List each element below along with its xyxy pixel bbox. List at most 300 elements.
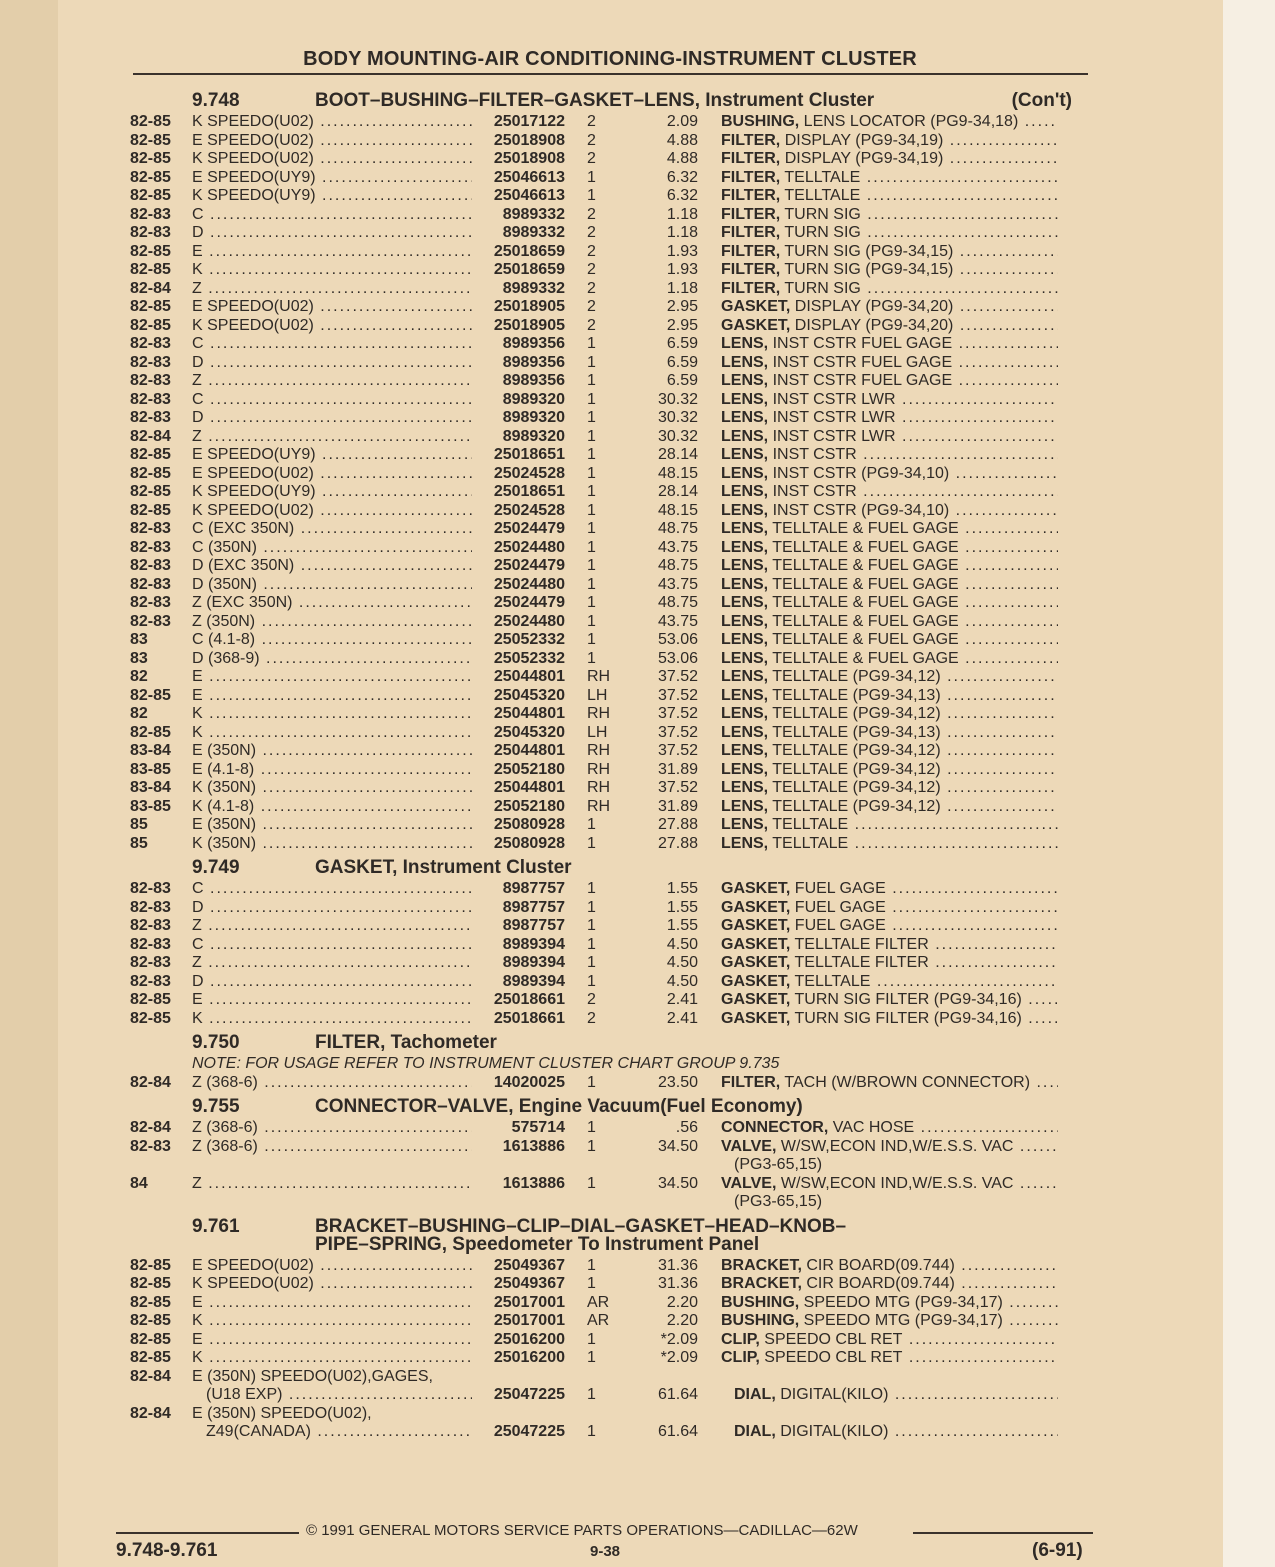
section-heading bbox=[130, 1215, 1090, 1239]
part-description bbox=[698, 954, 1058, 973]
part-number: 25052180 bbox=[493, 760, 565, 778]
quantity: RH bbox=[587, 760, 611, 778]
model-year: 82-84 bbox=[130, 1367, 171, 1385]
part-description bbox=[698, 1257, 1058, 1276]
part-description bbox=[698, 631, 1058, 650]
part-number bbox=[472, 1156, 565, 1175]
list-price: 27.88 bbox=[657, 816, 698, 833]
model-year: 82-83 bbox=[130, 372, 171, 389]
model-year: 82-83 bbox=[130, 538, 171, 556]
part-number: 8989356 bbox=[502, 353, 565, 371]
part-description bbox=[698, 298, 1058, 317]
part-row bbox=[130, 502, 1090, 521]
part-row bbox=[130, 1119, 1090, 1138]
model-year: 82-85 bbox=[130, 316, 171, 334]
section-note: NOTE: FOR USAGE REFER TO INSTRUMENT CLUSTER CHART GROUP 9.735 bbox=[192, 1055, 780, 1072]
part-row bbox=[130, 391, 1090, 410]
quantity: 1 bbox=[587, 1349, 596, 1366]
part-description bbox=[698, 1386, 1058, 1405]
section-title: BOOT–BUSHING–FILTER–GASKET–LENS, Instrument Cluster bbox=[315, 90, 875, 111]
quantity: 1 bbox=[587, 1256, 596, 1274]
quantity: 2 bbox=[587, 205, 596, 223]
part-description bbox=[698, 261, 1058, 280]
quantity: 1 bbox=[587, 1137, 596, 1155]
part-row bbox=[130, 973, 1090, 992]
part-noun: CLIP, bbox=[721, 1330, 760, 1348]
part-row bbox=[130, 150, 1090, 169]
part-number: 25080928 bbox=[493, 816, 565, 833]
model-year: 83 bbox=[130, 631, 148, 648]
part-noun: BUSHING, bbox=[721, 1312, 800, 1329]
list-price: 34.50 bbox=[657, 1174, 698, 1192]
footer-page-number: 9-38 bbox=[590, 1543, 621, 1560]
part-number: 25044801 bbox=[493, 742, 565, 759]
list-price: 2.41 bbox=[666, 1009, 698, 1027]
part-noun: LENS, bbox=[721, 520, 769, 537]
list-price: 4.88 bbox=[666, 150, 698, 167]
part-row bbox=[130, 1423, 1090, 1442]
part-number: 8989356 bbox=[502, 335, 565, 352]
part-row bbox=[130, 224, 1090, 243]
part-number: 1613886 bbox=[502, 1137, 565, 1155]
part-noun: LENS, bbox=[721, 538, 769, 556]
part-noun: LENS, bbox=[721, 464, 769, 482]
part-description bbox=[698, 742, 1058, 761]
part-description-text: TELLTALE (PG9-34,12) bbox=[768, 760, 941, 778]
model-usage: E ..... bbox=[192, 687, 472, 706]
list-price: 37.52 bbox=[657, 779, 698, 796]
part-row bbox=[130, 1331, 1090, 1350]
part-description-text: TELLTALE FILTER bbox=[790, 954, 929, 971]
model-usage: D ..... bbox=[192, 224, 472, 243]
part-number: 25018659 bbox=[493, 242, 565, 260]
part-number: 25044801 bbox=[493, 779, 565, 796]
model-year: 82-83 bbox=[130, 520, 171, 537]
part-row bbox=[130, 724, 1090, 743]
part-noun: GASKET, bbox=[721, 1009, 791, 1027]
section-title: BRACKET–BUSHING–CLIP–DIAL–GASKET–HEAD–KNOB– bbox=[315, 1215, 847, 1237]
model-usage: K SPEEDO(U02) ..... bbox=[192, 317, 472, 336]
part-noun: LENS, bbox=[721, 575, 769, 593]
part-number: 8989320 bbox=[502, 409, 565, 426]
list-price: 30.32 bbox=[657, 390, 698, 408]
part-number: 25024479 bbox=[493, 557, 565, 574]
list-price: 4.50 bbox=[666, 972, 698, 990]
list-price: 48.15 bbox=[657, 501, 698, 519]
part-description-text: SPEEDO CBL RET bbox=[759, 1330, 903, 1348]
part-description-text: TURN SIG bbox=[780, 205, 861, 223]
part-number: 1613886 bbox=[502, 1174, 565, 1192]
part-row bbox=[130, 1349, 1090, 1368]
list-price: *2.09 bbox=[660, 1330, 698, 1348]
quantity: 1 bbox=[587, 372, 596, 389]
part-description bbox=[698, 409, 1058, 428]
part-row bbox=[130, 880, 1090, 899]
list-price: 1.55 bbox=[666, 880, 698, 897]
part-noun: LENS, bbox=[721, 353, 769, 371]
list-price: 28.14 bbox=[657, 446, 698, 463]
part-number: 25017001 bbox=[493, 1312, 565, 1329]
part-description bbox=[698, 1368, 1058, 1387]
model-year: 83-84 bbox=[130, 779, 171, 796]
part-description bbox=[698, 705, 1058, 724]
model-year: 82-85 bbox=[130, 298, 171, 315]
list-price bbox=[613, 1193, 698, 1212]
part-noun: GASKET, bbox=[721, 972, 791, 990]
part-description bbox=[698, 650, 1058, 669]
part-number: 25018661 bbox=[493, 1009, 565, 1027]
part-row bbox=[130, 354, 1090, 373]
part-row bbox=[130, 520, 1090, 539]
part-description-text: TELLTALE bbox=[768, 834, 849, 852]
part-description bbox=[698, 113, 1058, 132]
part-noun: LENS, bbox=[721, 723, 769, 741]
list-price: 34.50 bbox=[657, 1137, 698, 1155]
list-price: 43.75 bbox=[657, 575, 698, 593]
part-row bbox=[130, 1368, 1090, 1387]
quantity bbox=[565, 1156, 613, 1175]
part-noun: LENS, bbox=[721, 501, 769, 519]
quantity: 1 bbox=[587, 538, 596, 556]
list-price: 4.88 bbox=[666, 131, 698, 149]
quantity: 1 bbox=[587, 898, 596, 916]
model-year: 82-85 bbox=[130, 1275, 171, 1292]
part-description bbox=[698, 1119, 1058, 1138]
model-usage: E ..... bbox=[192, 1294, 472, 1313]
model-year: 82-85 bbox=[130, 261, 171, 278]
part-number: 25016200 bbox=[493, 1330, 565, 1348]
part-row bbox=[130, 1312, 1090, 1331]
part-noun: GASKET, bbox=[721, 917, 791, 934]
part-description-text: TELLTALE (PG9-34,12) bbox=[768, 779, 941, 796]
model-usage: Z (368-6) ..... bbox=[192, 1138, 472, 1157]
quantity: AR bbox=[587, 1293, 610, 1311]
list-price: 43.75 bbox=[657, 538, 698, 556]
part-noun: GASKET, bbox=[721, 954, 791, 971]
model-usage: D ..... bbox=[192, 409, 472, 428]
part-description-text: TELLTALE bbox=[780, 168, 861, 186]
quantity: RH bbox=[587, 742, 611, 759]
part-row bbox=[130, 298, 1090, 317]
quantity: 1 bbox=[587, 483, 596, 500]
model-year: 82-83 bbox=[130, 390, 171, 408]
model-year: 82-83 bbox=[130, 612, 171, 630]
part-row bbox=[130, 557, 1090, 576]
list-price: 1.18 bbox=[666, 224, 698, 241]
part-description bbox=[698, 594, 1058, 613]
model-usage: Z ..... bbox=[192, 372, 472, 391]
part-number: 25018905 bbox=[493, 298, 565, 315]
part-number: 25052332 bbox=[493, 631, 565, 648]
list-price: 6.59 bbox=[666, 353, 698, 371]
part-noun: FILTER, bbox=[721, 168, 781, 186]
part-number: 25046613 bbox=[493, 168, 565, 186]
model-usage: Z (368-6) ..... bbox=[192, 1119, 472, 1138]
part-number: 25024528 bbox=[493, 501, 565, 519]
list-price: 37.52 bbox=[657, 723, 698, 741]
part-number: 25024480 bbox=[493, 612, 565, 630]
part-noun: FILTER, bbox=[721, 224, 781, 241]
model-usage: K SPEEDO(U02) ..... bbox=[192, 1275, 472, 1294]
list-price: 2.09 bbox=[666, 113, 698, 130]
part-row bbox=[130, 576, 1090, 595]
part-noun: LENS, bbox=[721, 705, 769, 722]
part-row bbox=[130, 1156, 1090, 1175]
part-row bbox=[130, 761, 1090, 780]
part-row bbox=[130, 798, 1090, 817]
part-noun: LENS, bbox=[721, 612, 769, 630]
model-usage: E (350N) ..... bbox=[192, 742, 472, 761]
quantity: 1 bbox=[587, 834, 596, 852]
model-usage: E SPEEDO(UY9) ..... bbox=[192, 446, 472, 465]
quantity: 2 bbox=[587, 279, 596, 297]
part-row bbox=[130, 206, 1090, 225]
list-price: 61.64 bbox=[657, 1423, 698, 1440]
model-usage: D ..... bbox=[192, 973, 472, 992]
model-usage: (U18 EXP) ..... bbox=[192, 1386, 472, 1405]
model-year: 82-85 bbox=[130, 168, 171, 186]
quantity: RH bbox=[587, 705, 611, 722]
part-description-text: (PG3-65,15) bbox=[734, 1156, 823, 1173]
list-price: 30.32 bbox=[657, 427, 698, 445]
quantity: 1 bbox=[587, 880, 596, 897]
model-usage: C (4.1-8) ..... bbox=[192, 631, 472, 650]
quantity: 2 bbox=[587, 991, 596, 1008]
part-description bbox=[698, 724, 1058, 743]
model-usage: Z ..... bbox=[192, 917, 472, 936]
part-description bbox=[698, 206, 1058, 225]
quantity: LH bbox=[587, 686, 608, 704]
model-year: 82-85 bbox=[130, 113, 171, 130]
list-price: 1.93 bbox=[666, 242, 698, 260]
quantity: 2 bbox=[587, 1009, 596, 1027]
part-number: 8989332 bbox=[502, 279, 565, 297]
quantity: RH bbox=[587, 797, 611, 815]
part-description bbox=[698, 372, 1058, 391]
model-year: 82-83 bbox=[130, 954, 171, 971]
model-usage: D ..... bbox=[192, 354, 472, 373]
list-price: 1.18 bbox=[666, 279, 698, 297]
footer-rule-left bbox=[116, 1532, 299, 1534]
model-year: 82-83 bbox=[130, 935, 171, 953]
part-row bbox=[130, 917, 1090, 936]
model-year: 82-85 bbox=[130, 501, 171, 519]
list-price: 53.06 bbox=[657, 649, 698, 667]
quantity: 1 bbox=[587, 1174, 596, 1192]
model-usage: K ..... bbox=[192, 724, 472, 743]
section-title: CONNECTOR–VALVE, Engine Vacuum(Fuel Economy) bbox=[315, 1096, 803, 1117]
model-usage: E ..... bbox=[192, 1331, 472, 1350]
model-year: 82-83 bbox=[130, 575, 171, 593]
part-noun: LENS, bbox=[721, 446, 769, 463]
quantity: 1 bbox=[587, 612, 596, 630]
part-noun: LENS, bbox=[721, 483, 769, 500]
quantity: AR bbox=[587, 1312, 610, 1329]
model-year: 82-84 bbox=[130, 1073, 171, 1091]
part-description bbox=[698, 779, 1058, 798]
quantity: 1 bbox=[587, 390, 596, 408]
model-usage: E SPEEDO(U02) ..... bbox=[192, 465, 472, 484]
model-year: 83-85 bbox=[130, 797, 171, 815]
part-number: 25052180 bbox=[493, 797, 565, 815]
part-noun: FILTER, bbox=[721, 205, 781, 223]
part-noun: LENS, bbox=[721, 409, 769, 426]
page-header: BODY MOUNTING-AIR CONDITIONING-INSTRUMENT CLUSTER bbox=[303, 48, 917, 70]
part-description bbox=[698, 576, 1058, 595]
list-price: 2.20 bbox=[666, 1293, 698, 1311]
part-number: 25044801 bbox=[493, 705, 565, 722]
model-year: 83-84 bbox=[130, 742, 171, 759]
part-row bbox=[130, 1175, 1090, 1194]
list-price: 28.14 bbox=[657, 483, 698, 500]
part-description bbox=[698, 936, 1058, 955]
part-row bbox=[130, 483, 1090, 502]
part-number: 25024528 bbox=[493, 464, 565, 482]
quantity: 1 bbox=[587, 954, 596, 971]
part-row bbox=[130, 631, 1090, 650]
part-description bbox=[698, 502, 1058, 521]
model-year: 82-83 bbox=[130, 409, 171, 426]
part-row bbox=[130, 280, 1090, 299]
part-number: 25044801 bbox=[493, 668, 565, 685]
model-year: 82-83 bbox=[130, 335, 171, 352]
part-description bbox=[698, 1074, 1058, 1093]
part-noun: BRACKET, bbox=[721, 1275, 802, 1292]
section-heading bbox=[130, 89, 1090, 113]
model-year: 83 bbox=[130, 649, 148, 667]
section-heading bbox=[130, 1095, 1090, 1119]
section-number: 9.749 bbox=[192, 857, 240, 878]
model-usage: E ..... bbox=[192, 668, 472, 687]
model-usage: C ..... bbox=[192, 391, 472, 410]
list-price: 43.75 bbox=[657, 612, 698, 630]
model-usage: Z ..... bbox=[192, 1175, 472, 1194]
quantity: RH bbox=[587, 779, 611, 796]
part-row bbox=[130, 613, 1090, 632]
list-price: 23.50 bbox=[657, 1073, 698, 1091]
part-description bbox=[698, 224, 1058, 243]
part-noun: LENS, bbox=[721, 797, 769, 815]
part-description bbox=[698, 687, 1058, 706]
part-number: 25024480 bbox=[493, 538, 565, 556]
model-usage: K ..... bbox=[192, 1349, 472, 1368]
section-number: 9.755 bbox=[192, 1096, 240, 1117]
part-description bbox=[698, 317, 1058, 336]
list-price: 1.93 bbox=[666, 261, 698, 278]
part-description bbox=[698, 557, 1058, 576]
part-row bbox=[130, 668, 1090, 687]
quantity: 1 bbox=[587, 520, 596, 537]
part-description bbox=[698, 1294, 1058, 1313]
list-price: 30.32 bbox=[657, 409, 698, 426]
part-noun: VALVE, bbox=[721, 1137, 777, 1155]
part-description bbox=[698, 132, 1058, 151]
quantity: RH bbox=[587, 668, 611, 685]
model-usage: K SPEEDO(UY9) ..... bbox=[192, 483, 472, 502]
part-description-text: DISPLAY (PG9-34,19) bbox=[780, 131, 944, 149]
quantity: 2 bbox=[587, 150, 596, 167]
model-usage: C ..... bbox=[192, 206, 472, 225]
quantity: 1 bbox=[587, 816, 596, 833]
part-row bbox=[130, 372, 1090, 391]
quantity: 2 bbox=[587, 298, 596, 315]
list-price: 48.15 bbox=[657, 464, 698, 482]
part-description-text: INST CSTR LWR bbox=[768, 427, 896, 445]
model-year: 82-83 bbox=[130, 353, 171, 371]
model-usage: K (350N) ..... bbox=[192, 835, 472, 854]
part-row bbox=[130, 899, 1090, 918]
part-number: 25052332 bbox=[493, 649, 565, 667]
model-year: 85 bbox=[130, 816, 148, 833]
quantity: 1 bbox=[587, 335, 596, 352]
model-usage: C ..... bbox=[192, 335, 472, 354]
part-description-text: TELLTALE (PG9-34,12) bbox=[768, 668, 941, 685]
part-description bbox=[698, 1193, 1058, 1212]
part-row bbox=[130, 742, 1090, 761]
part-description bbox=[698, 1138, 1058, 1157]
model-usage: K (4.1-8) ..... bbox=[192, 798, 472, 817]
parts-listing bbox=[130, 86, 1090, 1442]
part-number: 25017122 bbox=[493, 113, 565, 130]
quantity: 1 bbox=[587, 935, 596, 953]
part-description-text: TELLTALE & FUEL GAGE bbox=[768, 557, 959, 574]
part-description bbox=[698, 1275, 1058, 1294]
part-row bbox=[130, 936, 1090, 955]
part-number: 8987757 bbox=[502, 880, 565, 897]
part-description bbox=[698, 899, 1058, 918]
part-number: 25024479 bbox=[493, 594, 565, 611]
model-usage: D (368-9) ..... bbox=[192, 650, 472, 669]
list-price bbox=[613, 1156, 698, 1175]
part-description bbox=[698, 1156, 1058, 1175]
part-description-text: TELLTALE & FUEL GAGE bbox=[768, 538, 959, 556]
footer-rule-right bbox=[913, 1532, 1093, 1534]
part-noun: CLIP, bbox=[721, 1349, 760, 1366]
list-price: 27.88 bbox=[657, 834, 698, 852]
part-noun: LENS, bbox=[721, 668, 769, 685]
part-description-text: INST CSTR FUEL GAGE bbox=[768, 372, 953, 389]
quantity: 1 bbox=[587, 464, 596, 482]
part-number: 25045320 bbox=[493, 723, 565, 741]
part-row bbox=[130, 132, 1090, 151]
part-description-text: TELLTALE & FUEL GAGE bbox=[768, 575, 959, 593]
model-usage: K ..... bbox=[192, 705, 472, 724]
section-continued: (Con't) bbox=[1011, 90, 1072, 111]
model-usage: E SPEEDO(UY9) ..... bbox=[192, 169, 472, 188]
part-noun: LENS, bbox=[721, 335, 769, 352]
part-description bbox=[698, 539, 1058, 558]
model-year: 82-85 bbox=[130, 1330, 171, 1348]
part-description bbox=[698, 1010, 1058, 1029]
part-row bbox=[130, 317, 1090, 336]
model-year: 82-84 bbox=[130, 427, 171, 445]
part-description-text: DISPLAY (PG9-34,20) bbox=[790, 298, 954, 315]
model-usage: E SPEEDO(U02) ..... bbox=[192, 132, 472, 151]
part-description-text: INST CSTR LWR bbox=[768, 390, 896, 408]
part-noun: FILTER, bbox=[721, 187, 781, 204]
part-description bbox=[698, 187, 1058, 206]
model-usage: E SPEEDO(U02) ..... bbox=[192, 298, 472, 317]
part-noun: FILTER, bbox=[721, 131, 781, 149]
quantity: 2 bbox=[587, 113, 596, 130]
part-number: 25018659 bbox=[493, 261, 565, 278]
part-row bbox=[130, 243, 1090, 262]
section-number: 9.761 bbox=[192, 1215, 240, 1237]
part-description bbox=[698, 973, 1058, 992]
model-year: 82 bbox=[130, 705, 148, 722]
part-noun: BRACKET, bbox=[721, 1256, 802, 1274]
model-year: 83-85 bbox=[130, 760, 171, 778]
